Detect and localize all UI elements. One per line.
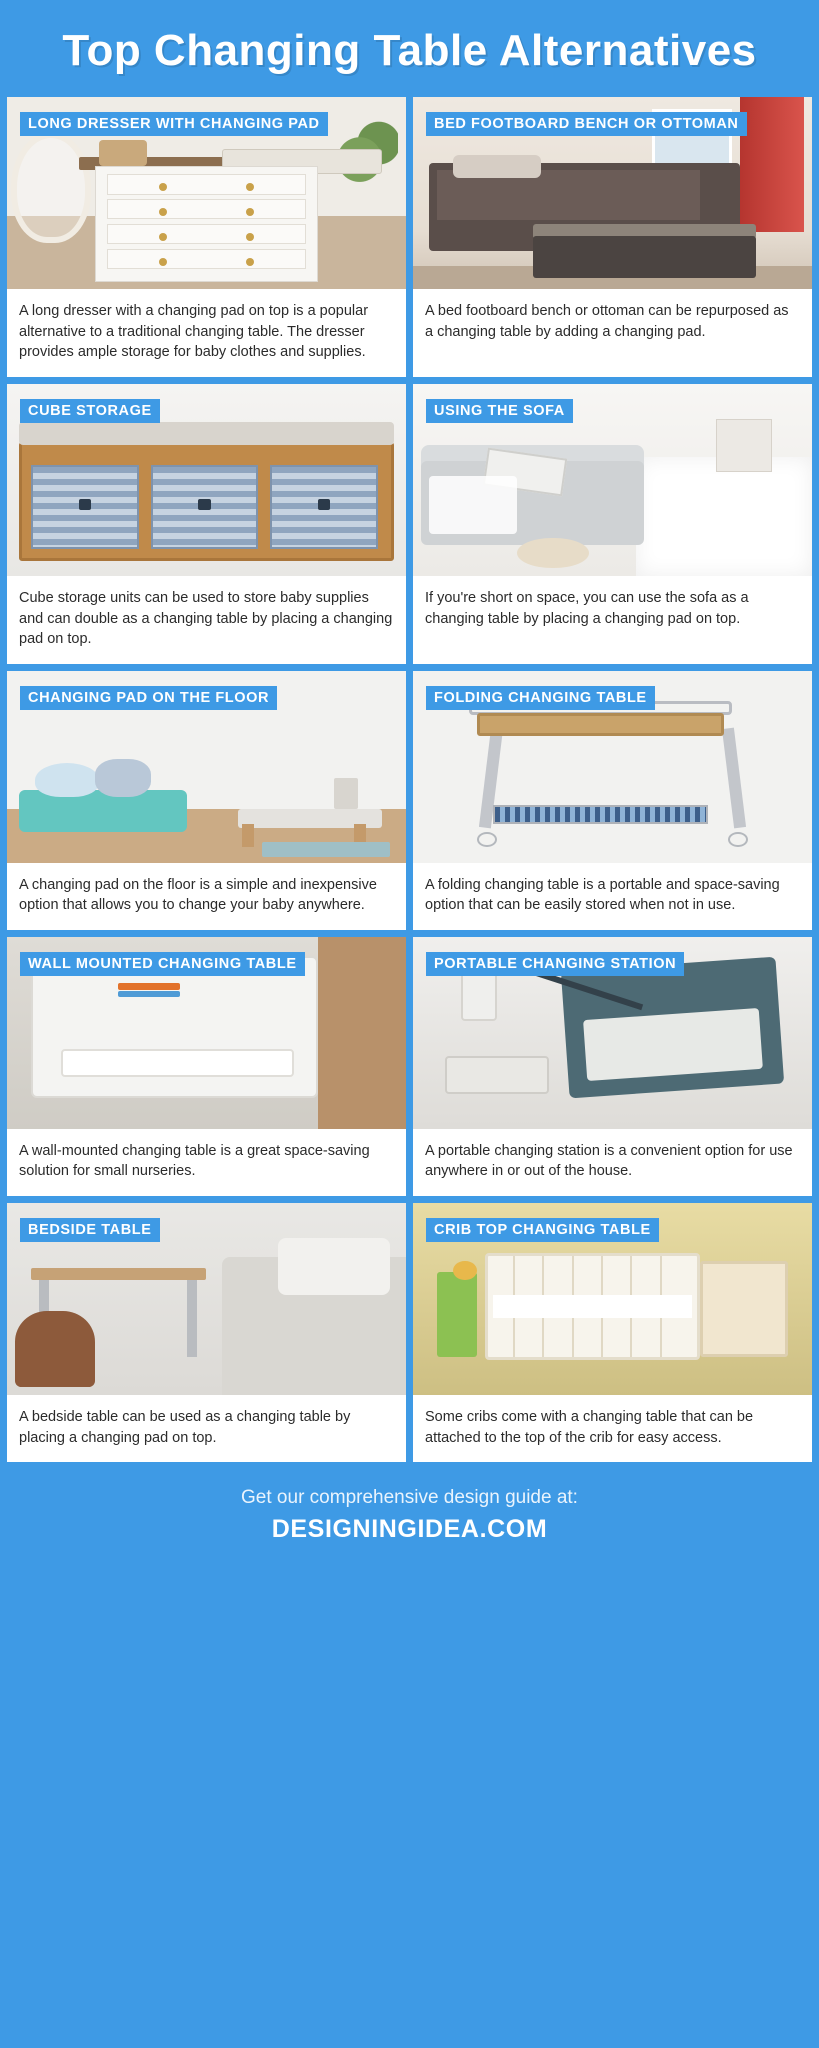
folding-changing-table-photo (413, 671, 812, 863)
long-dresser-with-changing-pad-photo (7, 97, 406, 289)
portable-changing-station-photo (413, 937, 812, 1129)
card-caption: Some cribs come with a changing table that can be attached to the top of the crib for easy access. (425, 1409, 754, 1446)
card-folding-changing-table[interactable] (413, 671, 812, 930)
card-label: WALL MOUNTED CHANGING TABLE (20, 950, 372, 978)
illustration-folding-table (413, 671, 812, 863)
card-caption: A changing pad on the floor is a simple and inexpensive option that allows you to change your baby anywhere. (19, 876, 377, 914)
using-the-sofa-photo (413, 384, 812, 576)
card-crib-top-changing-table[interactable] (413, 1203, 812, 1462)
card-label: CRIB TOP CHANGING TABLE (426, 1216, 778, 1244)
illustration-bedside-table (7, 1203, 406, 1395)
page-title: Top Changing Table Alternatives (62, 26, 757, 75)
page-footer (0, 1469, 819, 1566)
illustration-wall-mounted (7, 937, 406, 1129)
changing-pad-on-the-floor-photo (7, 671, 406, 863)
card-label: FOLDING CHANGING TABLE (426, 684, 778, 712)
card-caption: A folding changing table is a portable and space-saving option that can be easily stored when not in use. (425, 876, 780, 914)
card-changing-pad-on-the-floor[interactable] (7, 671, 406, 930)
footer-website[interactable]: DESIGNINGIDEA.COM (271, 1515, 548, 1544)
cube-storage-photo (7, 384, 406, 576)
card-wall-mounted-changing-table[interactable] (7, 937, 406, 1196)
bedside-table-photo (7, 1203, 406, 1395)
card-caption: Cube storage units can be used to store baby supplies and can double as a changing table by placing a changing pad on top. (19, 590, 393, 648)
cards-grid (0, 97, 819, 1462)
card-label: BED FOOTBOARD BENCH OR OTTOMAN (426, 110, 778, 138)
illustration-dresser (7, 97, 406, 289)
illustration-crib-top (413, 1203, 812, 1395)
card-bedside-table[interactable] (7, 1203, 406, 1462)
card-bed-footboard-bench-or-ottoman[interactable] (413, 97, 812, 377)
card-caption: A bed footboard bench or ottoman can be repurposed as a changing table by adding a changing pad. (425, 303, 789, 340)
card-using-the-sofa[interactable] (413, 384, 812, 664)
crib-top-changing-table-photo (413, 1203, 812, 1395)
illustration-sofa (413, 384, 812, 576)
card-label: USING THE SOFA (426, 397, 778, 425)
card-cube-storage[interactable] (7, 384, 406, 664)
bed-footboard-bench-photo (413, 97, 812, 289)
card-label: LONG DRESSER WITH CHANGING PAD (20, 110, 372, 138)
card-label: CUBE STORAGE (20, 397, 372, 425)
card-label: CHANGING PAD ON THE FLOOR (20, 684, 372, 712)
card-caption: A long dresser with a changing pad on top is a popular alternative to a traditional changing table. The dresser provides ample storage for baby clothes and supplies. (19, 303, 369, 361)
card-portable-changing-station[interactable] (413, 937, 812, 1196)
illustration-portable-station (413, 937, 812, 1129)
card-caption: A portable changing station is a convenient option for use anywhere in or out of the house. (425, 1142, 793, 1180)
footer-tagline: Get our comprehensive design guide at: (241, 1487, 578, 1509)
wall-mounted-changing-table-photo (7, 937, 406, 1129)
card-label: BEDSIDE TABLE (20, 1216, 372, 1244)
card-caption: If you're short on space, you can use the sofa as a changing table by placing a changing pad on top. (425, 590, 749, 627)
illustration-cube-storage (7, 384, 406, 576)
page-header (0, 0, 819, 97)
card-label: PORTABLE CHANGING STATION (426, 950, 778, 978)
illustration-floor-pad (7, 671, 406, 863)
card-long-dresser-with-changing-pad[interactable] (7, 97, 406, 377)
card-caption: A bedside table can be used as a changing table by placing a changing pad on top. (19, 1409, 351, 1446)
illustration-bed-bench (413, 97, 812, 289)
card-caption: A wall-mounted changing table is a great space-saving solution for small nurseries. (19, 1142, 370, 1180)
